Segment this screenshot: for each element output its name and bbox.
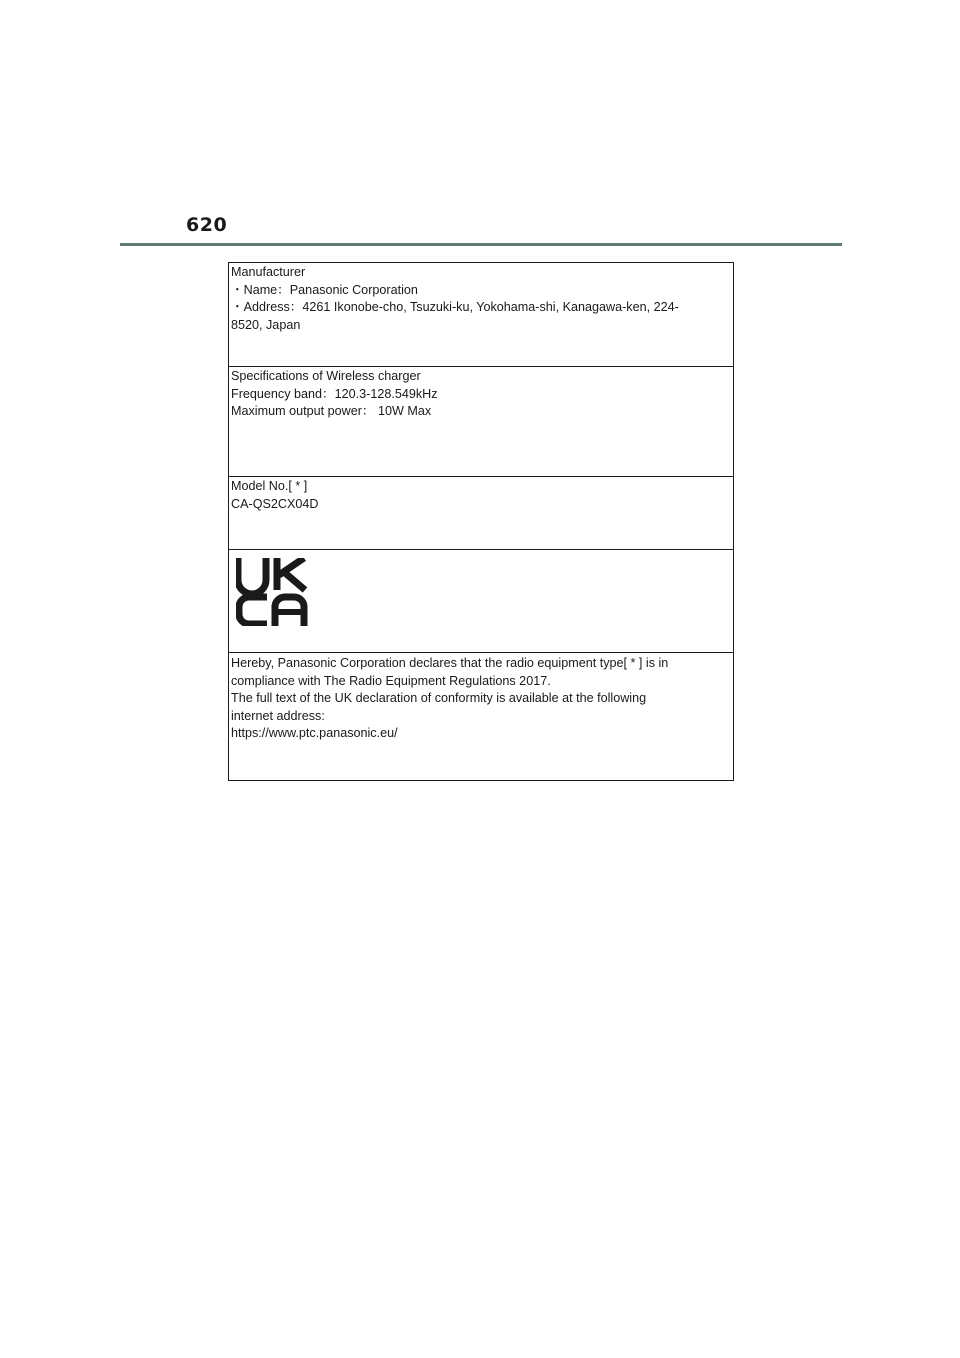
declaration-line3: The full text of the UK declaration of conformity is available at the following <box>231 691 647 706</box>
manufacturer-address-line1: ・Address：4261 Ikonobe-cho, Tsuzuki-ku, Yokohama-shi, Kanagawa-ken, 224- <box>231 300 679 315</box>
specifications-cell <box>229 367 733 477</box>
page-number: 620 <box>186 214 228 236</box>
declaration-line2: compliance with The Radio Equipment Regulations 2017. <box>231 673 551 688</box>
manufacturer-address-line2: 8520, Japan <box>231 317 301 332</box>
model-number: CA-QS2CX04D <box>231 496 319 511</box>
header-rule <box>120 243 842 246</box>
manufacturer-name: ・Name：Panasonic Corporation <box>231 282 418 297</box>
model-cell <box>229 477 733 550</box>
model-label: Model No.[ * ] <box>231 479 308 493</box>
declaration-url[interactable]: https://www.ptc.panasonic.eu/ <box>231 726 398 741</box>
manufacturer-heading: Manufacturer <box>231 265 306 279</box>
manufacturer-cell <box>229 263 733 367</box>
compliance-table <box>228 262 734 781</box>
ukca-logo-cell <box>229 550 733 653</box>
declaration-line4: internet address: <box>231 708 325 723</box>
specifications-heading: Specifications of Wireless charger <box>231 369 421 383</box>
ukca-mark-icon <box>236 558 308 626</box>
frequency-band: Frequency band：120.3-128.549kHz <box>231 386 438 401</box>
declaration-cell <box>229 653 733 780</box>
max-output-power: Maximum output power： 10W Max <box>231 404 432 419</box>
declaration-line1: Hereby, Panasonic Corporation declares that the radio equipment type[ * ] is in <box>231 656 669 670</box>
